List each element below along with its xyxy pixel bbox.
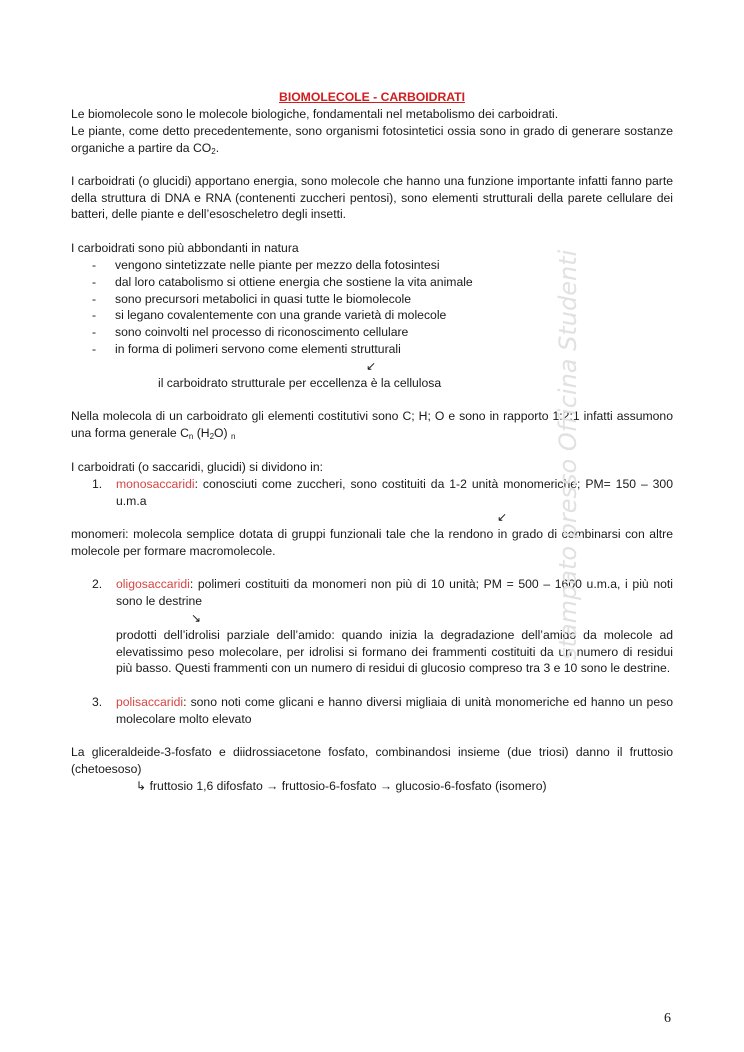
fructose-chain: ↳ fruttosio 1,6 difosfato → fruttosio-6-fosfato → glucosio-6-fosfato (isomero) [136,779,547,793]
polysaccharides-text: : sono noti come glicani e hanno diversi migliaia di unità monomeriche ed hanno un peso molecolare molto elevato [116,695,673,726]
monosaccharides-item [116,476,673,509]
paragraph-glucidi: I carboidrati (o glucidi) apportano energia, sono molecole che hanno una funzione importante infatti fanno parte della struttura di DNA e RNA (contenenti zuccheri pentosi), sono elementi strutturali della parete cellulare dei batteri, delle piante e dell’esoscheletro degli insetti. [71,174,673,222]
classification-heading: I carboidrati (o saccaridi, glucidi) si dividono in: [71,460,323,474]
list-item-text: sono coinvolti nel processo di riconoscimento cellulare [115,325,409,339]
arrow-down-right-icon: ↘ [191,611,202,625]
list-item-text: sono precursori metabolici in quasi tutte le biomolecole [115,292,412,306]
list-number: 2. [92,577,103,591]
dash-bullet: - [92,258,97,272]
list-item-text: si legano covalentemente con una grande varietà di molecole [115,308,447,322]
arrow-down-left-icon: ↙ [497,510,508,524]
oligosaccharides-text: : polimeri costituiti da monomeri non più di 10 unità; PM = 500 – 1600 u.m.a, i più noti sono le destrine [116,577,673,608]
dash-bullet: - [92,292,97,306]
formula-o: O) [214,425,231,440]
intro-line-1: Le biomolecole sono le molecole biologiche, fondamentali nel metabolismo dei carboidrati. [71,107,559,121]
monomers-definition: monomeri: molecola semplice dotata di gruppi funzionali tale che la rendono in grado di combinarsi con altre molecole per formare macromolecole. [71,527,673,558]
monosaccharides-text: : conosciuti come zuccheri, sono costituiti da 1-2 unità monomeriche; PM= 150 – 300 u.m.a [116,477,673,508]
term-monosaccaridi: monosaccaridi [116,477,195,491]
intro-line-2 [71,123,673,160]
page-title: BIOMOLECOLE - CARBOIDRATI [279,90,465,104]
watermark: stampato presso Officina Studenti [554,249,582,660]
list-item-text: vengono sintetizzate nelle piante per mezzo della fotosintesi [115,258,440,272]
list-number: 3. [92,695,103,709]
intro-period: . [215,140,220,155]
page-number: 6 [664,1011,671,1026]
paragraph-formula [71,408,673,445]
polysaccharides-item [116,694,673,727]
formula-sub-n: n [188,431,194,441]
dash-bullet: - [92,308,97,322]
list-item-text: in forma di polimeri servono come elementi strutturali [115,342,401,356]
dash-bullet: - [92,325,97,339]
paragraph-fructose: La gliceraldeide-3-fosfato e diidrossiacetone fosfato, combinandosi insieme (due triosi) danno il fruttosio (chetoesoso) [71,745,673,776]
term-oligosaccaridi: oligosaccaridi [116,577,190,591]
formula-text: Nella molecola di un carboidrato gli elementi costitutivi sono C; H; O e sono in rapporto 1:2:1 infatti assumono una forma generale C [71,409,673,440]
dextrins-explanation: prodotti dell’idrolisi parziale dell’amido: quando inizia la degradazione dell’amido da molecole ad elevatissimo peso molecolare, per idrolisi si formano dei frammenti costituiti da un numero di residui più basso. Questi frammenti con un numero di residui di glucosio compreso tra 3 e 10 sono le destrine. [116,628,673,676]
cellulose-note: il carboidrato strutturale per eccellenza è la cellulosa [158,376,442,390]
formula-h: (H [193,425,210,440]
dash-bullet: - [92,275,97,289]
co2-subscript: 2 [211,146,216,156]
list-number: 1. [92,477,103,491]
formula-sub-n2: n [230,431,236,441]
abundance-heading: I carboidrati sono più abbondanti in natura [71,241,299,255]
list-item-text: dal loro catabolismo si ottiene energia che sostiene la vita animale [115,275,473,289]
formula-sub-2: 2 [209,431,215,441]
arrow-down-left-icon: ↙ [366,359,377,373]
intro-text: Le piante, come detto precedentemente, sono organismi fotosintetici ossia sono in grado di generare sostanze organiche a partire da CO [71,124,673,155]
term-polisaccaridi: polisaccaridi [116,695,184,709]
oligosaccharides-item [116,576,673,609]
dash-bullet: - [92,342,97,356]
